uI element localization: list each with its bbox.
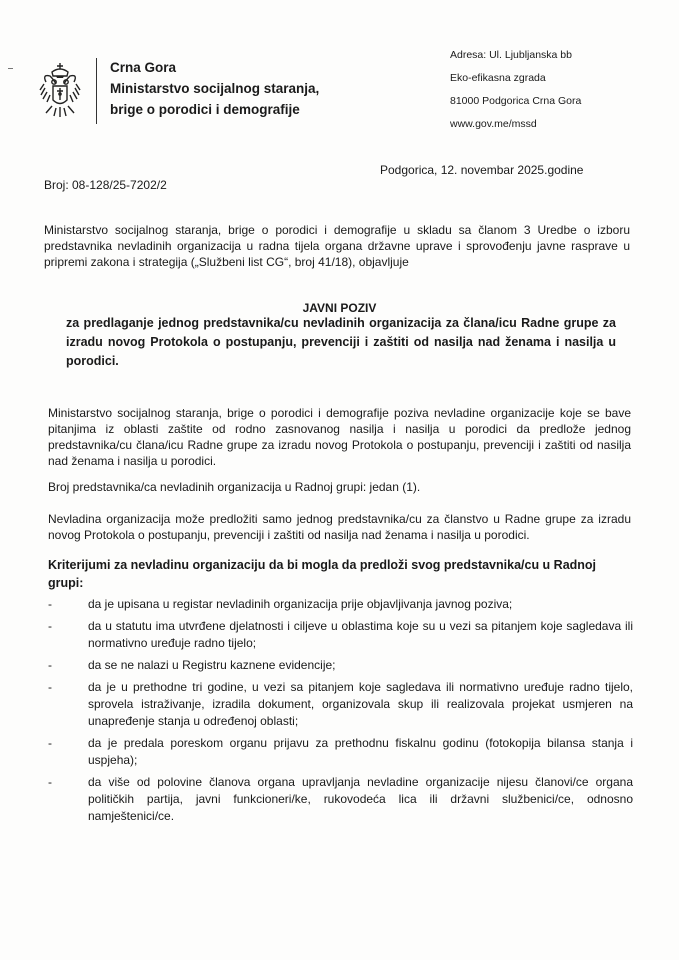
body-paragraph-1: Ministarstvo socijalnog staranja, brige o porodici i demografije poziva nevladine organizacije koje se bave pitanjima iz oblasti zaštite od rodno zasnovanog nasilja i nasilja u porodici da predlože jednog predstavnika/cu člana/icu Radne grupe za izradu novog Protokola o postupanju, prevenciji i zaštiti od nasilja nad ženama i nasilja u porodici. — [48, 406, 631, 468]
ministry-name — [110, 57, 319, 120]
criteria-text: da je upisana u registar nevladinih organizacija prije objavljivanja javnog poziva; — [88, 597, 513, 611]
ministry-line: Ministarstvo socijalnog staranja, — [110, 81, 320, 96]
address-line: Adresa: Ul. Ljubljanska bb — [450, 49, 572, 61]
scan-speck — [8, 68, 13, 69]
criteria-text: da u statutu ima utvrđene djelatnosti i ciljeve u oblastima koje su u vezi sa pitanjem koje sagledava ili normativno uređuje radno tijelo; — [88, 619, 633, 650]
list-item: - da je upisana u registar nevladinih organizacija prije objavljivanja javnog poziva; — [48, 597, 513, 611]
criteria-text: da se ne nalazi u Registru kaznene evidencije; — [88, 658, 336, 672]
list-item: - da više od polovine članova organa upravljanja nevladine organizacije nijesu članovi/ce organa političkih partija, javni funkcioneri/ke, rukovodeća lica ili državni službenici/ce, odnosno namještenici/ce. — [48, 775, 633, 823]
address-block — [450, 44, 581, 136]
list-item: - da se ne nalazi u Registru kaznene evidencije; — [48, 658, 336, 672]
place-date: Podgorica, 12. novembar 2025.godine — [380, 163, 584, 177]
list-item: - da je u prethodne tri godine, u vezi sa pitanjem koje sagledava ili normativno uređuje radno tijelo, sprovela istraživanje, izradila dokument, organizovala skup ili realizovala projekat usmjeren na unapređenje stanja u određenoj oblasti; — [48, 680, 633, 728]
criteria-heading: Kriterijumi za nevladinu organizaciju da bi mogla da predloži svog predstavnika/cu u Radnoj grupi: — [48, 558, 597, 590]
document-subtitle: za predlaganje jednog predstavnika/cu nevladinih organizacija za člana/icu Radne grupe za izradu novog Protokola o postupanju, prevenciji i zaštiti od nasilja nad ženama i nasilja u porodici. — [66, 316, 616, 368]
body-paragraph-3: Nevladina organizacija može predložiti samo jednog predstavnika/cu za članstvo u Radne grupe za izradu novog Protokola o postupanju, prevenciji i zaštiti od nasilja nad ženama i nasilja u porodici. — [48, 512, 631, 542]
address-line: 81000 Podgorica Crna Gora — [450, 95, 582, 107]
document-title: JAVNI POZIV — [302, 301, 377, 315]
list-item: - da je predala poreskom organu prijavu za prethodnu fiskalnu godinu (fotokopija bilansa stanja i uspjeha); — [48, 736, 633, 767]
criteria-text: da je predala poreskom organu prijavu za prethodnu fiskalnu godinu (fotokopija bilansa stanja i uspjeha); — [88, 736, 633, 767]
header-divider — [96, 58, 97, 124]
criteria-text: da je u prethodne tri godine, u vezi sa pitanjem koje sagledava ili normativno uređuje radno tijelo, sprovela istraživanje, izradila dokument, organizovala skup ili realizovala projekat usmjeren na unapređenje stanja u određenoj oblasti; — [88, 680, 633, 728]
list-item: - da u statutu ima utvrđene djelatnosti i ciljeve u oblastima koje su u vezi sa pitanjem koje sagledava ili normativno uređuje radno tijelo; — [48, 619, 633, 650]
intro-paragraph: Ministarstvo socijalnog staranja, brige o porodici i demografije u skladu sa članom 3 Uredbe o izboru predstavnika nevladinih organizacija u radna tijela organa državne uprave i sprovođenju javne rasprave u pripremi zakona i strategija („Službeni list CG“, broj 41/18), objavljuje — [44, 223, 630, 269]
address-line: Eko-efikasna zgrada — [450, 72, 546, 84]
reference-number: Broj: 08-128/25-7202/2 — [44, 178, 167, 192]
criteria-list — [48, 596, 633, 830]
website-link[interactable]: www.gov.me/mssd — [450, 118, 537, 130]
ministry-line: brige o porodici i demografije — [110, 102, 300, 117]
body-paragraph-2: Broj predstavnika/ca nevladinih organizacija u Radnoj grupi: jedan (1). — [48, 480, 421, 494]
ministry-line: Crna Gora — [110, 60, 177, 75]
coat-of-arms-icon — [38, 60, 82, 120]
criteria-text: da više od polovine članova organa upravljanja nevladine organizacije nijesu članovi/ce organa političkih partija, javni funkcioneri/ke, rukovodeća lica ili državni službenici/ce, odnosno namještenici/ce. — [88, 775, 633, 823]
